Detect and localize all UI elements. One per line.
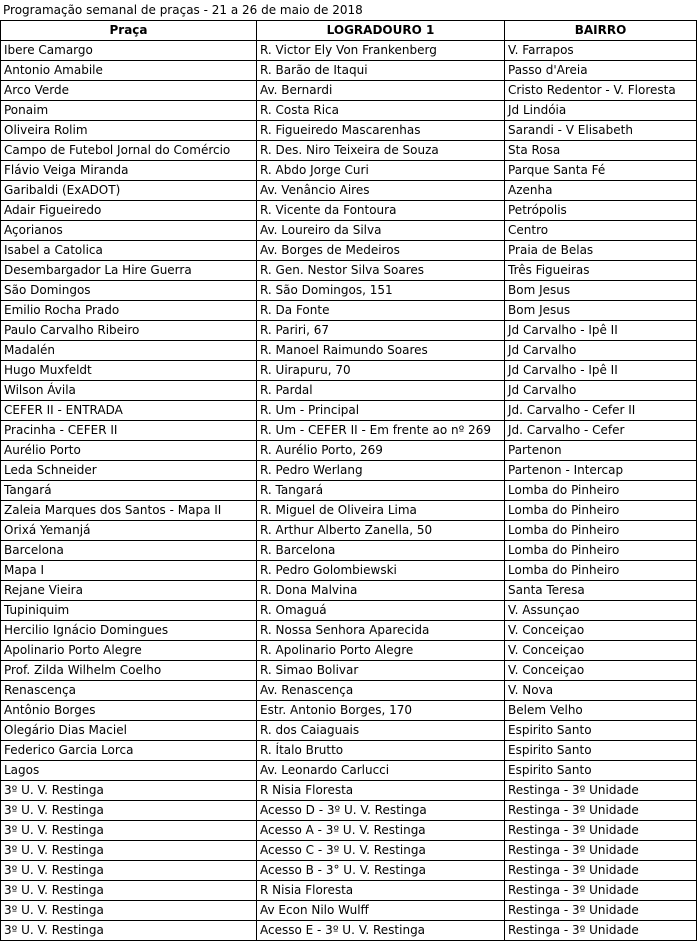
column-header-praca: Praça (1, 21, 257, 41)
cell-logradouro: R. Figueiredo Mascarenhas (257, 121, 505, 141)
cell-logradouro: R. Gen. Nestor Silva Soares (257, 261, 505, 281)
table-row (1, 381, 697, 401)
cell-praca: Renascença (1, 681, 257, 701)
table-row (1, 261, 697, 281)
cell-praca: Hercilio Ignácio Domingues (1, 621, 257, 641)
table-row (1, 241, 697, 261)
cell-bairro: V. Assunçao (505, 601, 697, 621)
cell-bairro: Sarandi - V Elisabeth (505, 121, 697, 141)
cell-logradouro: Acesso B - 3° U. V. Restinga (257, 861, 505, 881)
cell-praca: Federico Garcia Lorca (1, 741, 257, 761)
cell-praca: Hugo Muxfeldt (1, 361, 257, 381)
table-row (1, 481, 697, 501)
cell-logradouro: R. Vicente da Fontoura (257, 201, 505, 221)
cell-bairro: Azenha (505, 181, 697, 201)
table-row (1, 181, 697, 201)
cell-bairro: Restinga - 3º Unidade (505, 801, 697, 821)
cell-praca: CEFER II - ENTRADA (1, 401, 257, 421)
table-row (1, 701, 697, 721)
cell-bairro: Três Figueiras (505, 261, 697, 281)
header-row (1, 21, 697, 41)
cell-bairro: Restinga - 3º Unidade (505, 921, 697, 941)
cell-logradouro: R Nisia Floresta (257, 781, 505, 801)
cell-bairro: Restinga - 3º Unidade (505, 841, 697, 861)
table-row (1, 601, 697, 621)
schedule-table (0, 20, 697, 941)
table-row (1, 881, 697, 901)
cell-logradouro: R. Des. Niro Teixeira de Souza (257, 141, 505, 161)
table-row (1, 141, 697, 161)
table-row (1, 121, 697, 141)
cell-praca: Orixá Yemanjá (1, 521, 257, 541)
table-row (1, 541, 697, 561)
cell-praca: Rejane Vieira (1, 581, 257, 601)
cell-logradouro: R. Tangará (257, 481, 505, 501)
cell-logradouro: Av. Bernardi (257, 81, 505, 101)
cell-praca: Olegário Dias Maciel (1, 721, 257, 741)
cell-praca: Oliveira Rolim (1, 121, 257, 141)
cell-logradouro: R. Aurélio Porto, 269 (257, 441, 505, 461)
table-row (1, 201, 697, 221)
cell-logradouro: Av. Loureiro da Silva (257, 221, 505, 241)
page-title: Programação semanal de praças - 21 a 26 de maio de 2018 (3, 3, 363, 17)
cell-praca: Lagos (1, 761, 257, 781)
cell-logradouro: R. São Domingos, 151 (257, 281, 505, 301)
table-row (1, 921, 697, 941)
table-row (1, 661, 697, 681)
cell-bairro: Praia de Belas (505, 241, 697, 261)
cell-praca: Ibere Camargo (1, 41, 257, 61)
table-row (1, 501, 697, 521)
cell-praca: São Domingos (1, 281, 257, 301)
cell-bairro: Jd Carvalho (505, 341, 697, 361)
cell-bairro: Santa Teresa (505, 581, 697, 601)
cell-logradouro: R. Ítalo Brutto (257, 741, 505, 761)
cell-bairro: V. Conceiçao (505, 621, 697, 641)
cell-praca: Zaleia Marques dos Santos - Mapa II (1, 501, 257, 521)
table-row (1, 861, 697, 881)
cell-logradouro: Av. Borges de Medeiros (257, 241, 505, 261)
cell-logradouro: R. Um - CEFER II - Em frente ao nº 269 (257, 421, 505, 441)
cell-bairro: Restinga - 3º Unidade (505, 881, 697, 901)
cell-logradouro: Av Econ Nilo Wulff (257, 901, 505, 921)
table-row (1, 621, 697, 641)
cell-bairro: Restinga - 3º Unidade (505, 781, 697, 801)
cell-praca: Adair Figueiredo (1, 201, 257, 221)
cell-praca: Paulo Carvalho Ribeiro (1, 321, 257, 341)
cell-bairro: Parque Santa Fé (505, 161, 697, 181)
cell-praca: Arco Verde (1, 81, 257, 101)
cell-logradouro: R. Victor Ely Von Frankenberg (257, 41, 505, 61)
column-header-bairro: BAIRRO (505, 21, 697, 41)
cell-bairro: Jd Lindóia (505, 101, 697, 121)
cell-praca: Desembargador La Hire Guerra (1, 261, 257, 281)
cell-praca: Açorianos (1, 221, 257, 241)
cell-praca: Emilio Rocha Prado (1, 301, 257, 321)
table-row (1, 681, 697, 701)
cell-bairro: Espirito Santo (505, 741, 697, 761)
cell-logradouro: R. Dona Malvina (257, 581, 505, 601)
cell-bairro: V. Nova (505, 681, 697, 701)
cell-bairro: Bom Jesus (505, 301, 697, 321)
cell-bairro: Jd Carvalho (505, 381, 697, 401)
table-row (1, 81, 697, 101)
cell-bairro: Jd. Carvalho - Cefer (505, 421, 697, 441)
cell-praca: Pracinha - CEFER II (1, 421, 257, 441)
cell-praca: Wilson Ávila (1, 381, 257, 401)
cell-praca: 3º U. V. Restinga (1, 801, 257, 821)
cell-praca: Ponaim (1, 101, 257, 121)
table-row (1, 61, 697, 81)
cell-logradouro: Av. Renascença (257, 681, 505, 701)
cell-bairro: Petrópolis (505, 201, 697, 221)
cell-praca: Flávio Veiga Miranda (1, 161, 257, 181)
cell-logradouro: Av. Leonardo Carlucci (257, 761, 505, 781)
cell-bairro: Jd. Carvalho - Cefer II (505, 401, 697, 421)
cell-praca: 3º U. V. Restinga (1, 921, 257, 941)
cell-logradouro: R. Uirapuru, 70 (257, 361, 505, 381)
cell-logradouro: R. Pariri, 67 (257, 321, 505, 341)
cell-praca: 3º U. V. Restinga (1, 841, 257, 861)
table-row (1, 101, 697, 121)
cell-logradouro: R. Nossa Senhora Aparecida (257, 621, 505, 641)
cell-logradouro: R. Abdo Jorge Curi (257, 161, 505, 181)
cell-praca: Tangará (1, 481, 257, 501)
cell-logradouro: R Nisia Floresta (257, 881, 505, 901)
table-row (1, 401, 697, 421)
cell-bairro: Espirito Santo (505, 761, 697, 781)
cell-praca: Antonio Amabile (1, 61, 257, 81)
cell-logradouro: R. Omaguá (257, 601, 505, 621)
cell-praca: Barcelona (1, 541, 257, 561)
cell-logradouro: R. Pedro Werlang (257, 461, 505, 481)
cell-praca: 3º U. V. Restinga (1, 861, 257, 881)
cell-bairro: Lomba do Pinheiro (505, 541, 697, 561)
cell-praca: Campo de Futebol Jornal do Comércio (1, 141, 257, 161)
cell-praca: 3º U. V. Restinga (1, 881, 257, 901)
cell-praca: 3º U. V. Restinga (1, 781, 257, 801)
cell-logradouro: R. Simao Bolivar (257, 661, 505, 681)
cell-bairro: Lomba do Pinheiro (505, 481, 697, 501)
cell-logradouro: Acesso A - 3º U. V. Restinga (257, 821, 505, 841)
table-row (1, 801, 697, 821)
cell-bairro: Sta Rosa (505, 141, 697, 161)
table-row (1, 161, 697, 181)
cell-logradouro: R. Manoel Raimundo Soares (257, 341, 505, 361)
table-row (1, 721, 697, 741)
cell-bairro: Jd Carvalho - Ipê II (505, 361, 697, 381)
table-row (1, 221, 697, 241)
cell-logradouro: R. Da Fonte (257, 301, 505, 321)
cell-bairro: Bom Jesus (505, 281, 697, 301)
cell-bairro: Espirito Santo (505, 721, 697, 741)
cell-bairro: Partenon - Intercap (505, 461, 697, 481)
cell-logradouro: R. Arthur Alberto Zanella, 50 (257, 521, 505, 541)
cell-praca: Mapa I (1, 561, 257, 581)
cell-logradouro: R. Barão de Itaqui (257, 61, 505, 81)
cell-praca: Prof. Zilda Wilhelm Coelho (1, 661, 257, 681)
cell-bairro: Restinga - 3º Unidade (505, 861, 697, 881)
table-row (1, 581, 697, 601)
table-row (1, 521, 697, 541)
cell-logradouro: Acesso C - 3º U. V. Restinga (257, 841, 505, 861)
cell-praca: Aurélio Porto (1, 441, 257, 461)
cell-bairro: Lomba do Pinheiro (505, 521, 697, 541)
table-row (1, 281, 697, 301)
table-row (1, 561, 697, 581)
table-row (1, 341, 697, 361)
cell-logradouro: R. Pedro Golombiewski (257, 561, 505, 581)
column-header-logradouro: LOGRADOURO 1 (257, 21, 505, 41)
table-row (1, 841, 697, 861)
cell-bairro: Centro (505, 221, 697, 241)
cell-praca: Garibaldi (ExADOT) (1, 181, 257, 201)
cell-bairro: V. Farrapos (505, 41, 697, 61)
cell-logradouro: Acesso D - 3º U. V. Restinga (257, 801, 505, 821)
table-row (1, 461, 697, 481)
cell-bairro: Jd Carvalho - Ipê II (505, 321, 697, 341)
cell-logradouro: Av. Venâncio Aires (257, 181, 505, 201)
table-row (1, 421, 697, 441)
table-row (1, 301, 697, 321)
table-row (1, 781, 697, 801)
cell-bairro: Passo d'Areia (505, 61, 697, 81)
cell-logradouro: R. Costa Rica (257, 101, 505, 121)
table-row (1, 321, 697, 341)
cell-logradouro: Acesso E - 3º U. V. Restinga (257, 921, 505, 941)
cell-bairro: Lomba do Pinheiro (505, 501, 697, 521)
cell-praca: Leda Schneider (1, 461, 257, 481)
cell-logradouro: R. Apolinario Porto Alegre (257, 641, 505, 661)
table-row (1, 41, 697, 61)
cell-bairro: Partenon (505, 441, 697, 461)
cell-praca: Tupiniquim (1, 601, 257, 621)
cell-praca: Antônio Borges (1, 701, 257, 721)
table-row (1, 361, 697, 381)
cell-logradouro: Estr. Antonio Borges, 170 (257, 701, 505, 721)
cell-logradouro: R. dos Caiaguais (257, 721, 505, 741)
cell-bairro: Lomba do Pinheiro (505, 561, 697, 581)
cell-logradouro: R. Um - Principal (257, 401, 505, 421)
cell-praca: Isabel a Catolica (1, 241, 257, 261)
cell-bairro: Belem Velho (505, 701, 697, 721)
cell-praca: 3º U. V. Restinga (1, 901, 257, 921)
table-row (1, 761, 697, 781)
cell-logradouro: R. Barcelona (257, 541, 505, 561)
cell-logradouro: R. Miguel de Oliveira Lima (257, 501, 505, 521)
table-row (1, 901, 697, 921)
table-row (1, 821, 697, 841)
cell-logradouro: R. Pardal (257, 381, 505, 401)
cell-praca: 3º U. V. Restinga (1, 821, 257, 841)
cell-praca: Madalén (1, 341, 257, 361)
table-row (1, 441, 697, 461)
cell-bairro: Restinga - 3º Unidade (505, 821, 697, 841)
cell-bairro: Cristo Redentor - V. Floresta (505, 81, 697, 101)
cell-bairro: V. Conceiçao (505, 661, 697, 681)
table-body (1, 41, 697, 941)
cell-praca: Apolinario Porto Alegre (1, 641, 257, 661)
cell-bairro: V. Conceiçao (505, 641, 697, 661)
table-row (1, 741, 697, 761)
cell-bairro: Restinga - 3º Unidade (505, 901, 697, 921)
table-row (1, 641, 697, 661)
